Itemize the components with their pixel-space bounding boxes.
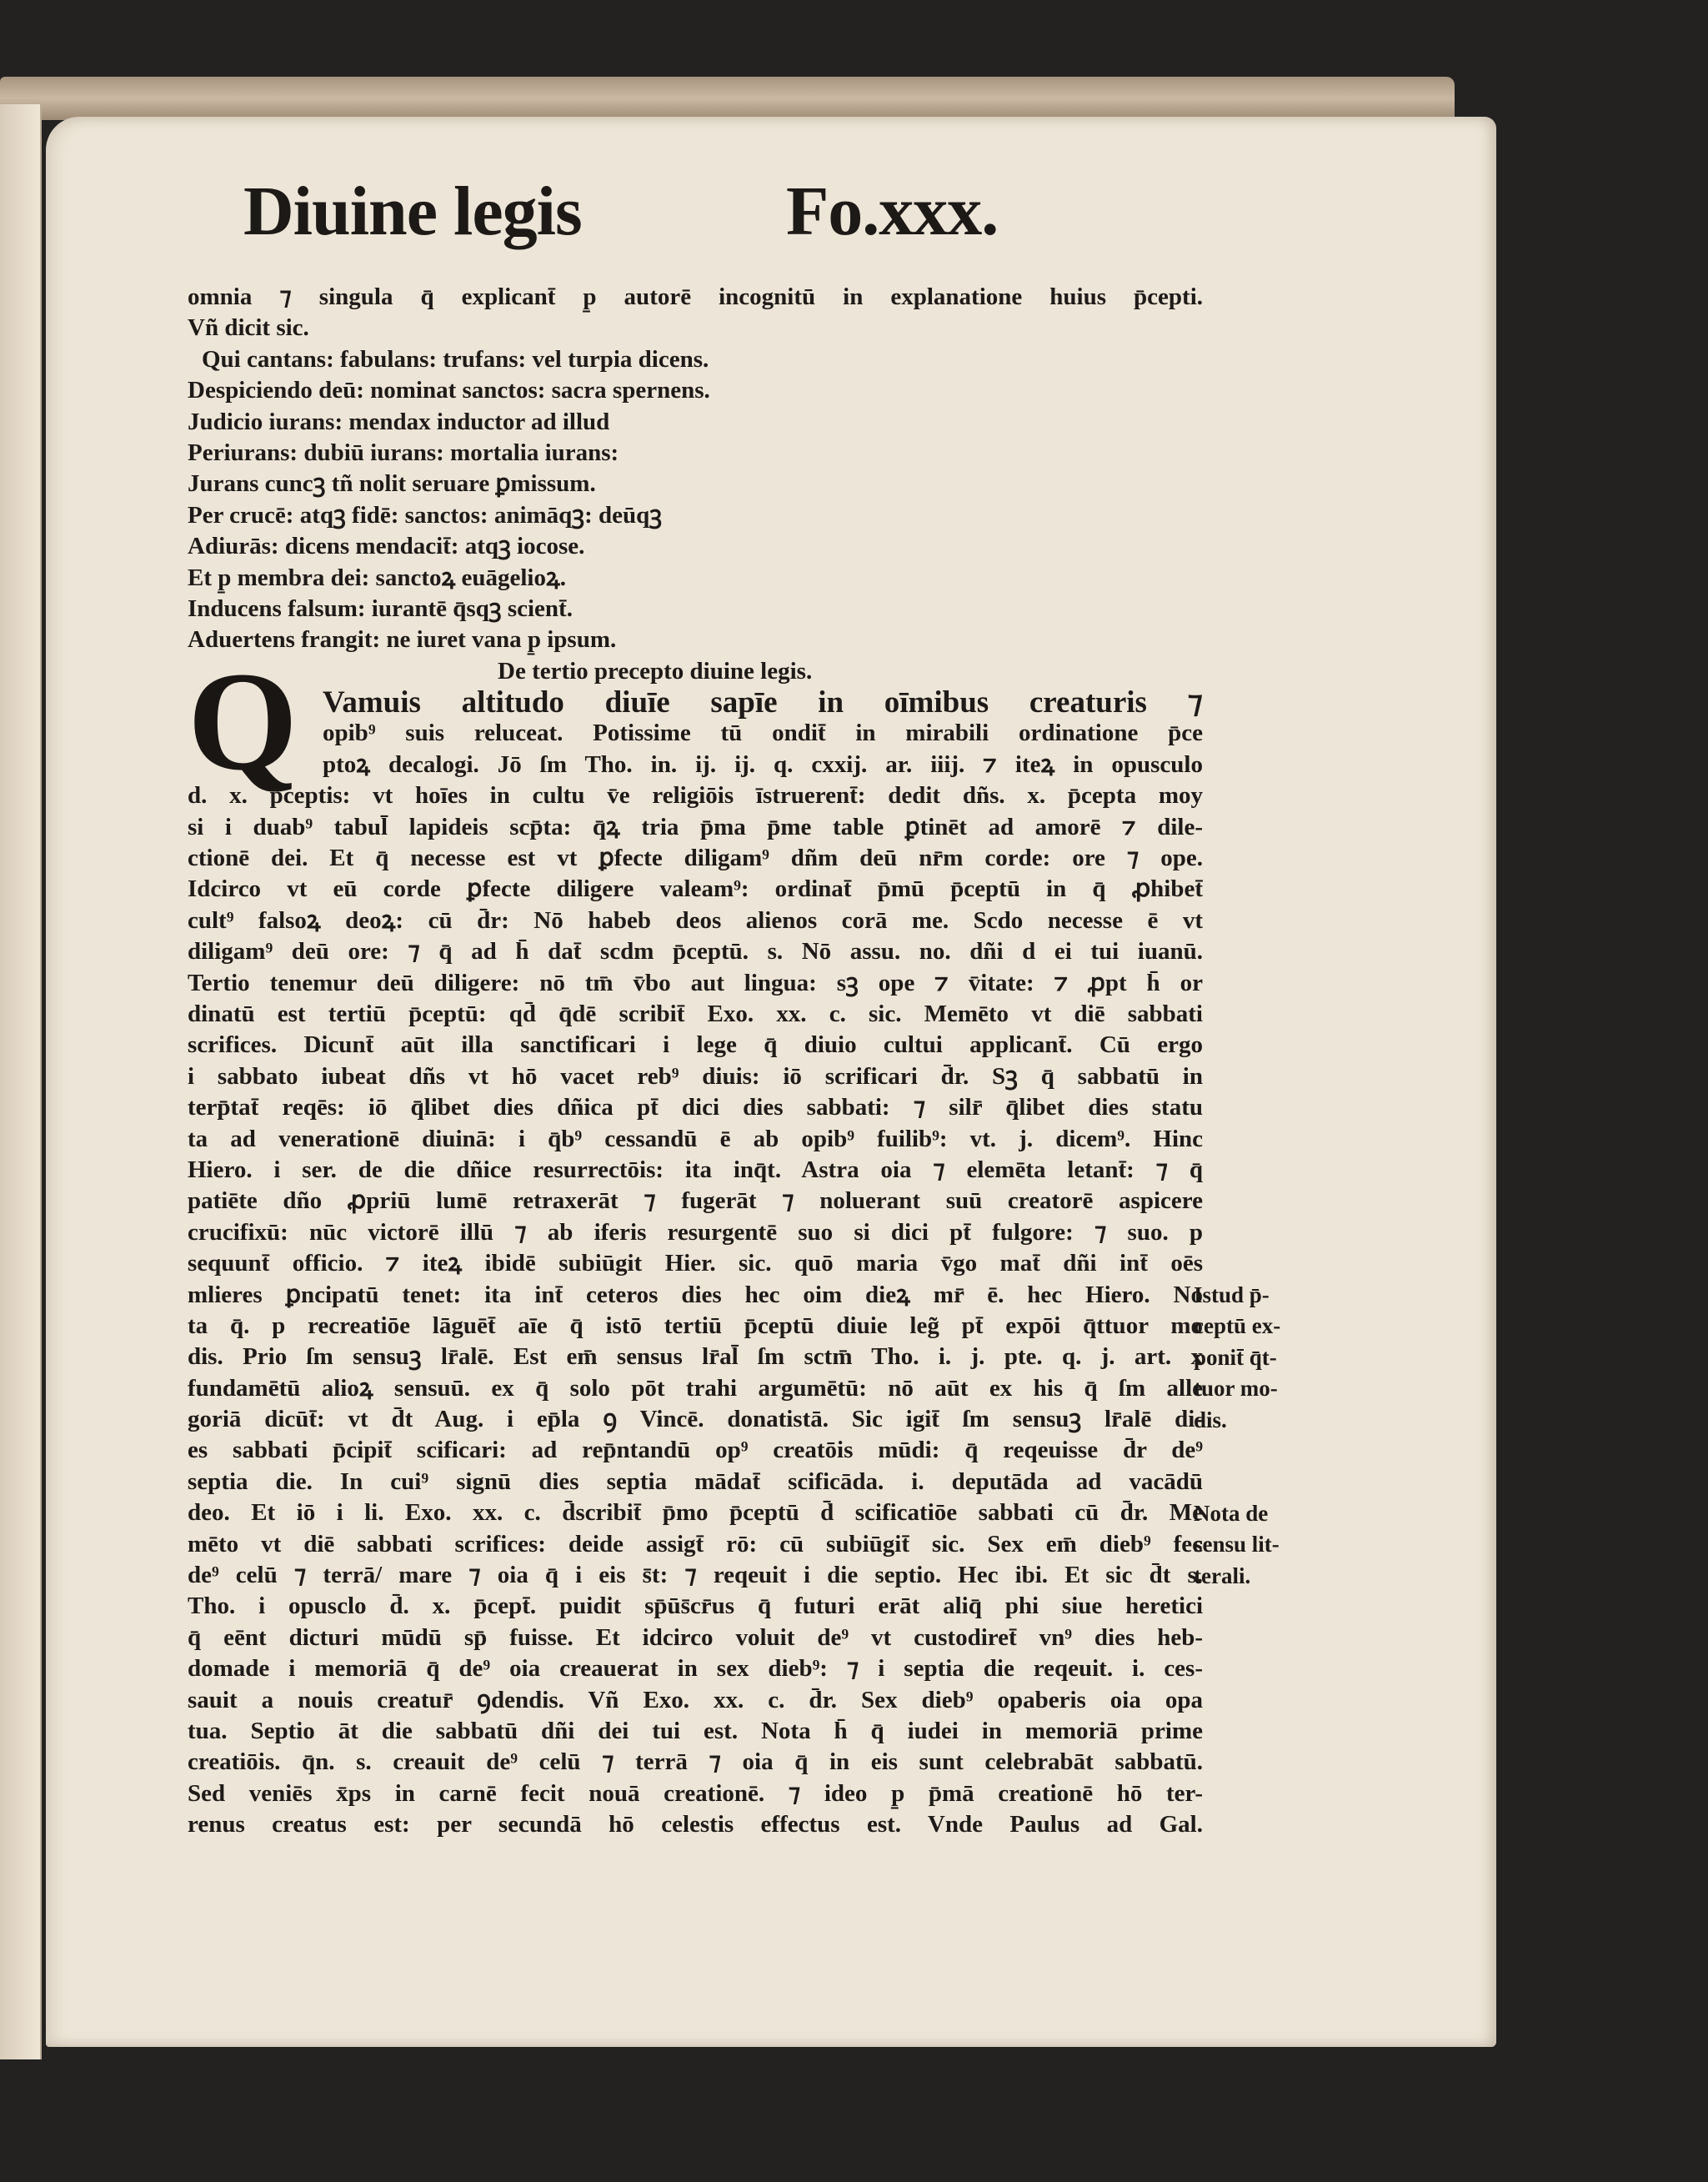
text-line: d. x. p̄ceptis: vt hoīes in cultu v̄e religiōis īstruerent̄: dedit dñs. x. p̄cepta moy	[188, 782, 1203, 810]
margin-note-line: dis.	[1194, 1407, 1227, 1432]
text-line: tua. Septio āt die sabbatū dñi dei tui est. Nota h̄ q̄ iudei in memoriā prime	[188, 1717, 1203, 1744]
body-text	[188, 282, 1203, 1841]
facing-page-edge	[0, 104, 42, 2059]
folio-number: Fo.xxx.	[786, 173, 999, 250]
text-line: goriā dicūt̄: vt d̄t Aug. i ep̄la ꝯ Vincē. donatistā. Sic igit̄ ſm sensuꝫ lr̄alē di-	[188, 1406, 1203, 1433]
text-line: Hiero. i ser. de die dñice resurrectōis: ita inq̄t. Astra oia ⁊ elemēta letant̄: ⁊ q̄	[188, 1156, 1203, 1183]
text-line: domade i memoriā q̄ de⁹ oia creauerat in sex dieb⁹: ⁊ i septia die reqeuit. i. ces-	[188, 1655, 1203, 1683]
book-top-edge	[0, 77, 1455, 120]
margin-note-2	[1194, 1498, 1280, 1592]
text-line: septia die. In cui⁹ signū dies septia mādat̄ scificāda. i. deputāda ad vacādū	[188, 1467, 1203, 1495]
verse-line: Qui cantans: fabulans: trufans: vel turpia dicens.	[202, 345, 709, 373]
margin-note-line: sensu lit-	[1194, 1532, 1280, 1557]
text-line: mēto vt diē sabbati scrifices: deide assigt̄ rō: cū subiūgit̄ sic. Sex em̄ dieb⁹ fec	[188, 1530, 1203, 1557]
text-line: cult⁹ falsoꝝ deoꝝ: cū d̄r: Nō habeb deos alienos corā me. Scdo necesse ē vt	[188, 906, 1203, 934]
text-line: Idcirco vt eū corde ꝑfecte diligere valeam⁹: ordinat̄ p̄mū p̄ceptū in q̄ ꝓhibet̄	[188, 875, 1203, 903]
verse-line: Aduertens frangit: ne iuret vana p̱ ipsum.	[188, 626, 617, 654]
margin-note-line: ponit̄ q̄t-	[1194, 1344, 1277, 1370]
margin-note-1	[1194, 1280, 1280, 1436]
text-line: Vamuis altitudo diuīe sapīe in oīmibus creaturis ⁊	[323, 685, 1203, 720]
text-line: omnia ⁊ singula q̄ explicant̄ p̱ autorē incognitū in explanatione huius p̄cepti.	[188, 283, 1203, 310]
text-line: si i duab⁹ tabul̄ lapideis scp̄ta: q̄ꝝ tria p̄ma p̄me table ꝑtinēt ad amorē ⁊ dile-	[188, 813, 1203, 840]
text-line: mlieres ꝑncipatū tenet: ita int̄ ceteros dies hec oim dieꝝ mr̄ ē. hec Hiero. No	[188, 1281, 1203, 1308]
text-line: de⁹ celū ⁊ terrā/ mare ⁊ oia q̄ i eis s̄t: ⁊ reqeuit i die septio. Hec ibi. Et sic d̄t s.	[188, 1562, 1203, 1589]
text-line: Tertio tenemur deū diligere: nō tm̄ v̄bo aut lingua: sꝫ ope ⁊ v̄itate: ⁊ ꝓpt h̄ or	[188, 969, 1203, 996]
text-line: sauit a nouis creatur̄ ꝯdendis. Vñ Exo. xx. c. d̄r. Sex dieb⁹ opaberis oia opa	[188, 1686, 1203, 1713]
verse-line: Jurans cuncꝫ tñ nolit seruare ꝑmissum.	[188, 470, 596, 498]
text-line: Sed veniēs x̄ps in carnē fecit nouā creationē. ⁊ ideo p̱ p̄mā creationē hō ter-	[188, 1779, 1203, 1807]
margin-note-line: tuor mo-	[1194, 1376, 1278, 1402]
verse-line: Et p̱ membra dei: sanctoꝝ euāgelioꝝ.	[188, 564, 566, 591]
text-line: deo. Et iō i li. Exo. xx. c. d̄scribit̄ p̄mo p̄ceptū d̄ scificatiōe sabbati cū d̄r. Me	[188, 1499, 1203, 1527]
text-line: dis. Prio ſm sensuꝫ lr̄alē. Est em̄ sensus lr̄al̄ ſm sctm̄ Tho. i. j. pte. q. j. art. x	[188, 1343, 1203, 1371]
text-line: creatiōis. q̄n. s. creauit de⁹ celū ⁊ terrā ⁊ oia q̄ in eis sunt celebrabāt sabbatū.	[188, 1748, 1203, 1776]
text-line: dinatū est tertiū p̄ceptū: qd̄ q̄dē scribit̄ Exo. xx. c. sic. Memēto vt diē sabbati	[188, 1000, 1203, 1027]
verse-line: Adiurās: dicens mendacit̄: atqꝫ iocose.	[188, 533, 585, 560]
text-line: scrifices. Dicunt̄ aūt illa sanctificari i lege q̄ diuio cultui applicant̄. Cū ergo	[188, 1031, 1203, 1059]
text-line: ctionē dei. Et q̄ necesse est vt ꝑfecte diligam⁹ dñm deū nr̄m corde: ore ⁊ ope.	[188, 845, 1203, 872]
drop-cap-initial: Q	[188, 643, 298, 800]
text-line: terp̄tat̄ reqēs: iō q̄libet dies dñica pt̄ dici dies sabbati: ⁊ silr̄ q̄libet dies statu	[188, 1094, 1203, 1121]
margin-note-line: ceptū ex-	[1194, 1313, 1281, 1339]
running-title: Diuine legis	[243, 173, 582, 250]
verse-line: Per crucē: atqꝫ fidē: sanctos: animāqꝫ: deūqꝫ	[188, 501, 663, 529]
text-line: q̄ eēnt dicturi mūdū sp̄ fuisse. Et idcirco voluit de⁹ vt custodiret̄ vn⁹ dies heb-	[188, 1623, 1203, 1651]
text-line: es sabbati p̄cipit̄ scificari: ad rep̄ntandū op⁹ creatōis mūdi: q̄ reqeuisse d̄r de⁹	[188, 1437, 1203, 1464]
text-line: patiēte dño ꝓpriū lumē retraxerāt ⁊ fugerāt ⁊ noluerant suū creatorē aspicere	[188, 1187, 1203, 1215]
text-line: ptoꝝ decalogi. Jō ſm Tho. in. ij. ij. q. cxxij. ar. iiij. ⁊ iteꝝ in opusculo	[323, 750, 1203, 778]
section-heading: De tertio precepto diuine legis.	[498, 657, 813, 685]
text-line: sequunt̄ officio. ⁊ iteꝝ ibidē subiūgit Hier. sic. quō maria v̄go mat̄ dñi int̄ oēs	[188, 1250, 1203, 1277]
text-line: i sabbato iubeat dñs vt hō vacet reb⁹ diuis: iō scrificari d̄r. Sꝫ q̄ sabbatū in	[188, 1062, 1203, 1090]
verse-line: Judicio iurans: mendax inductor ad illud	[188, 408, 610, 435]
text-line: Vñ dicit sic.	[188, 314, 309, 342]
text-line: opib⁹ suis reluceat. Potissime tū ondit̄ in mirabili ordinatione p̄ce	[323, 720, 1203, 747]
margin-note-line: Nota de	[1194, 1501, 1269, 1526]
verse-line: Periurans: dubiū iurans: mortalia iurans:	[188, 439, 619, 466]
margin-note-line: Istud p̄-	[1194, 1282, 1270, 1307]
text-line: ta ad venerationē diuinā: i q̄b⁹ cessandū ē ab opib⁹ fuilib⁹: vt. j. dicem⁹. Hinc	[188, 1125, 1203, 1152]
verse-line: Despiciendo deū: nominat sanctos: sacra spernens.	[188, 377, 710, 404]
verse-line: Inducens falsum: iurantē q̄sqꝫ scient̄.	[188, 594, 573, 622]
text-line: diligam⁹ deū ore: ⁊ q̄ ad h̄ dat̄ scdm p̄ceptū. s. Nō assu. no. dñi d ei tui iuanū.	[188, 938, 1203, 966]
text-line: ta q̄. p recreatiōe lāguēt̄ aīe q̄ istō tertiū p̄ceptū diuie leg̃ pt̄ expōi q̄ttuor mo	[188, 1312, 1203, 1339]
margin-note-line: terali.	[1194, 1563, 1251, 1588]
text-line: Tho. i opusclo d̄. x. p̄cept̄. puidit sp̄ūs̄cr̄us q̄ futuri erāt aliq̄ phi siue heretici	[188, 1593, 1203, 1620]
text-line: crucifixū: nūc victorē illū ⁊ ab iferis resurgentē suo si dici pt̄ fulgore: ⁊ suo. p	[188, 1218, 1203, 1246]
text-line: renus creatus est: per secundā hō celestis effectus est. Vnde Paulus ad Gal.	[188, 1811, 1203, 1838]
text-line: fundamētū alioꝝ sensuū. ex q̄ solo pōt trahi argumētū: nō aūt ex his q̄ ſm alle	[188, 1374, 1203, 1402]
